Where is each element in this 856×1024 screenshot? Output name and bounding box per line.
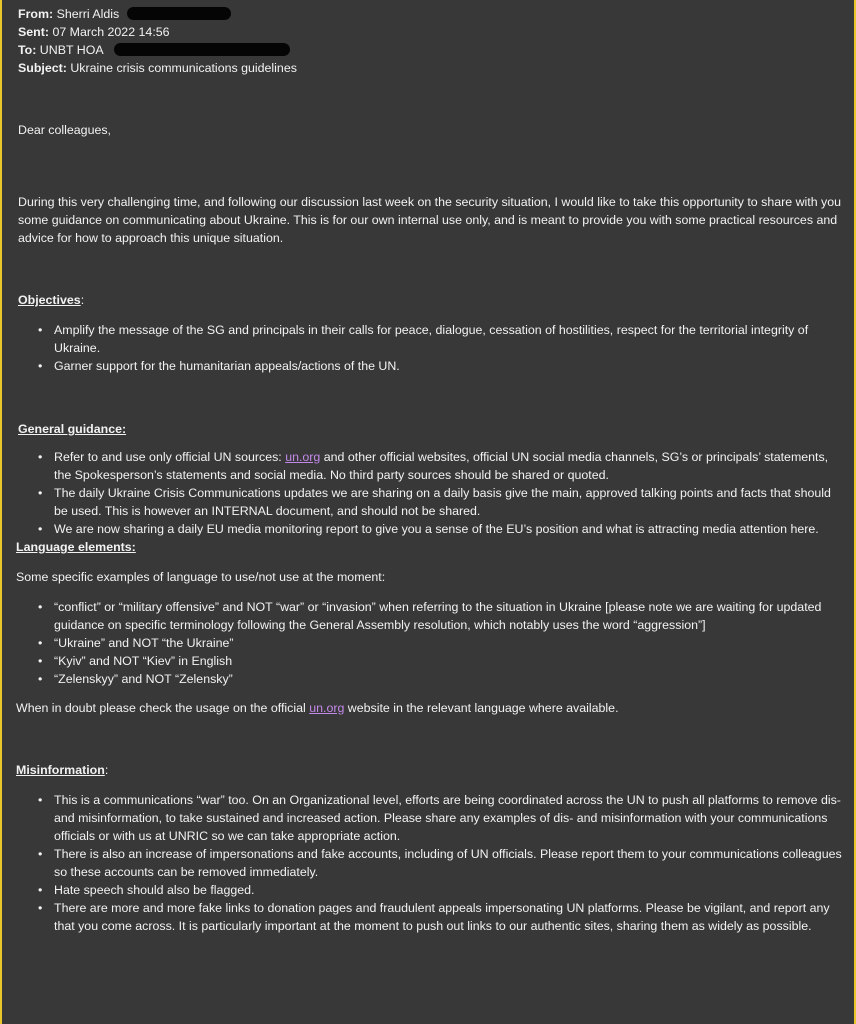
list-item: • Amplify the message of the SG and principals in their calls for peace, dialogue, cessation of hostilities, respect for the territorial integrity of Ukraine. xyxy=(54,321,844,357)
misinformation-heading xyxy=(16,761,844,779)
subject-line xyxy=(18,59,844,77)
sent-line xyxy=(18,23,844,41)
un-org-link[interactable]: un.org xyxy=(285,450,321,464)
misinformation-list xyxy=(18,791,844,935)
language-list xyxy=(18,598,844,688)
language-intro: Some specific examples of language to use/not use at the moment: xyxy=(16,570,386,584)
objectives-title: Objectives xyxy=(18,293,81,307)
general-guidance-title: General guidance: xyxy=(18,422,127,436)
misinformation-title: Misinformation xyxy=(16,763,105,777)
general-item-1-text: Refer to and use only official UN sources: xyxy=(54,450,286,464)
to-value: UNBT HOA xyxy=(39,43,104,57)
list-item: • There is also an increase of impersonations and fake accounts, including of UN officials. Please report them to your communications colleagues so these accounts can be removed immediately. xyxy=(54,845,844,881)
email-body xyxy=(18,5,844,935)
doubt-paragraph xyxy=(16,699,844,717)
email-header xyxy=(18,5,844,77)
list-item: • The daily Ukraine Crisis Communications updates we are sharing on a daily basis give the main, approved talking points and facts that should be used. This is however an INTERNAL document, and should not be shared. xyxy=(54,484,844,520)
general-item-1-text-cont: and other official websites, official UN social media channels, SG’s or principals’ statements, the Spokesperson’s statements and social media. No third party sources should be shared or quoted. xyxy=(54,450,829,482)
doubt-text-cont: website in the relevant language where available. xyxy=(344,701,619,715)
objectives-heading xyxy=(18,291,844,309)
objectives-colon: : xyxy=(80,293,85,307)
from-line xyxy=(18,5,844,23)
misinformation-colon: : xyxy=(104,763,109,777)
general-guidance-heading xyxy=(18,420,844,438)
to-label: To: xyxy=(18,43,37,57)
list-item: • Garner support for the humanitarian appeals/actions of the UN. xyxy=(54,357,844,375)
sent-value: 07 March 2022 14:56 xyxy=(52,25,170,39)
subject-value: Ukraine crisis communications guidelines xyxy=(70,61,297,75)
subject-label: Subject: xyxy=(18,61,67,75)
intro-paragraph: During this very challenging time, and following our discussion last week on the security situation, I would like to take this opportunity to share with you some guidance on communicating about Ukraine. This is for our own internal use only, and is meant to provide you with some practical resources and advice for how to approach this unique situation. xyxy=(18,195,842,245)
language-heading xyxy=(16,538,844,556)
general-guidance-list xyxy=(18,448,844,538)
language-title: Language elements: xyxy=(16,540,136,554)
redacted-email-from xyxy=(127,7,231,20)
to-line xyxy=(18,41,844,59)
list-item: • There are more and more fake links to donation pages and fraudulent appeals impersonating UN platforms. Please be vigilant, and report any that you come across. It is particularly important at the moment to push out links to our authentic sites, sharing them as widely as possible. xyxy=(54,899,844,935)
list-item: • “Ukraine” and NOT “the Ukraine” xyxy=(54,634,844,652)
greeting: Dear colleagues, xyxy=(18,123,111,137)
list-item: • “Zelenskyy” and NOT “Zelensky” xyxy=(54,670,844,688)
list-item: • This is a communications “war” too. On an Organizational level, efforts are being coordinated across the UN to push all platforms to remove dis- and misinformation, to take sustained and increased action. Please share any examples of dis- and misinformation with your communications officials or with us at UNRIC so we can take appropriate action. xyxy=(54,791,844,845)
objectives-list xyxy=(18,321,844,375)
from-value: Sherri Aldis xyxy=(56,7,120,21)
list-item: • Hate speech should also be flagged. xyxy=(54,881,844,899)
from-label: From: xyxy=(18,7,54,21)
sent-label: Sent: xyxy=(18,25,49,39)
list-item: • We are now sharing a daily EU media monitoring report to give you a sense of the EU’s position and what is attracting media attention here. xyxy=(54,520,844,538)
redacted-email-to xyxy=(114,43,290,56)
list-item: • “conflict” or “military offensive” and NOT “war” or “invasion” when referring to the situation in Ukraine [please note we are waiting for updated guidance on specific terminology following the General Assembly resolution, which notably uses the word “aggression”] xyxy=(54,598,844,634)
un-org-link[interactable]: un.org xyxy=(309,701,345,715)
list-item xyxy=(54,448,844,484)
doubt-text: When in doubt please check the usage on the official xyxy=(16,701,310,715)
list-item: • “Kyiv” and NOT “Kiev” in English xyxy=(54,652,844,670)
